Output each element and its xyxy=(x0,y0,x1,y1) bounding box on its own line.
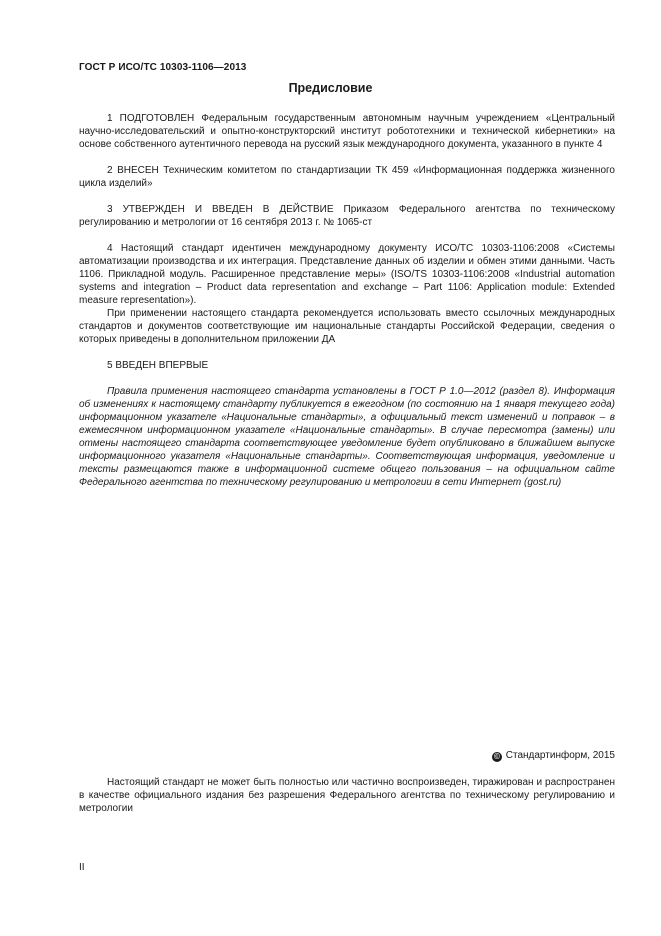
paragraph-approved: 3 УТВЕРЖДЕН И ВВЕДЕН В ДЕЙСТВИЕ Приказом Федерального агентства по техническому регулированию и метрологии от 16 сентября 2013 г. № 1065-ст xyxy=(79,204,615,228)
reproduction-notice: Настоящий стандарт не может быть полностью или частично воспроизведен, тиражирован и распространен в качестве официального издания без разрешения Федерального агентства по техническому регулированию и метрологии xyxy=(79,777,615,814)
paragraph-application-rules: Правила применения настоящего стандарта установлены в ГОСТ Р 1.0—2012 (раздел 8). Информация об изменениях к настоящему стандарту публикуется в ежегодном (по состоянию на 1 января текущего года) информационном указателе «Национальные стандарты», а официальный текст изменений и поправок – в ежемесячном информационном указателе «Национальные стандарты». В случае пересмотра (замены) или отмены настоящего стандарта соответствующее уведомление будет опубликовано в ближайшем выпуске информационного указателя «Национальные стандарты». Соответствующая информация, уведомление и тексты размещаются также в информационной системе общего пользования – на официальном сайте Федерального агентства по техническому регулированию и метрологии в сети Интернет (gost.ru) xyxy=(79,386,615,488)
copyright-line xyxy=(492,750,615,762)
paragraph-submitted-by: 2 ВНЕСЕН Техническим комитетом по стандартизации ТК 459 «Информационная поддержка жизненного цикла изделий» xyxy=(79,165,615,189)
paragraph-references-note: При применении настоящего стандарта рекомендуется использовать вместо ссылочных международных стандартов и документов соответствующие им национальные стандарты Российской Федерации, сведения о которых приведены в дополнительном приложении ДА xyxy=(79,308,615,345)
document-code-header: ГОСТ Р ИСО/ТС 10303-1106—2013 xyxy=(79,62,247,73)
paragraph-prepared-by: 1 ПОДГОТОВЛЕН Федеральным государственным автономным научным учреждением «Центральный научно-исследовательский и опытно-конструкторский институт робототехники и технической кибернетики» на основе собственного аутентичного перевода на русский язык международного документа, указанного в пункте 4 xyxy=(79,113,615,150)
paragraph-identical-standard: 4 Настоящий стандарт идентичен международному документу ИСО/ТС 10303-1106:2008 «Системы автоматизации производства и их интеграция. Представление данных об изделии и обмен этими данными. Часть 1106. Прикладной модуль. Расширенное представление меры» (ISO/TS 10303-1106:2008 «Industrial automation systems and integration – Product data representation and exchange – Part 1106: Application module: Extended measure representation»). xyxy=(79,243,615,306)
page-title: Предисловие xyxy=(288,81,373,95)
page-number: II xyxy=(79,862,85,873)
copyright-text: Стандартинформ, 2015 xyxy=(505,750,615,761)
copyright-icon: © xyxy=(492,752,502,762)
paragraph-introduced-first: 5 ВВЕДЕН ВПЕРВЫЕ xyxy=(107,360,209,371)
preface-body xyxy=(79,112,615,489)
